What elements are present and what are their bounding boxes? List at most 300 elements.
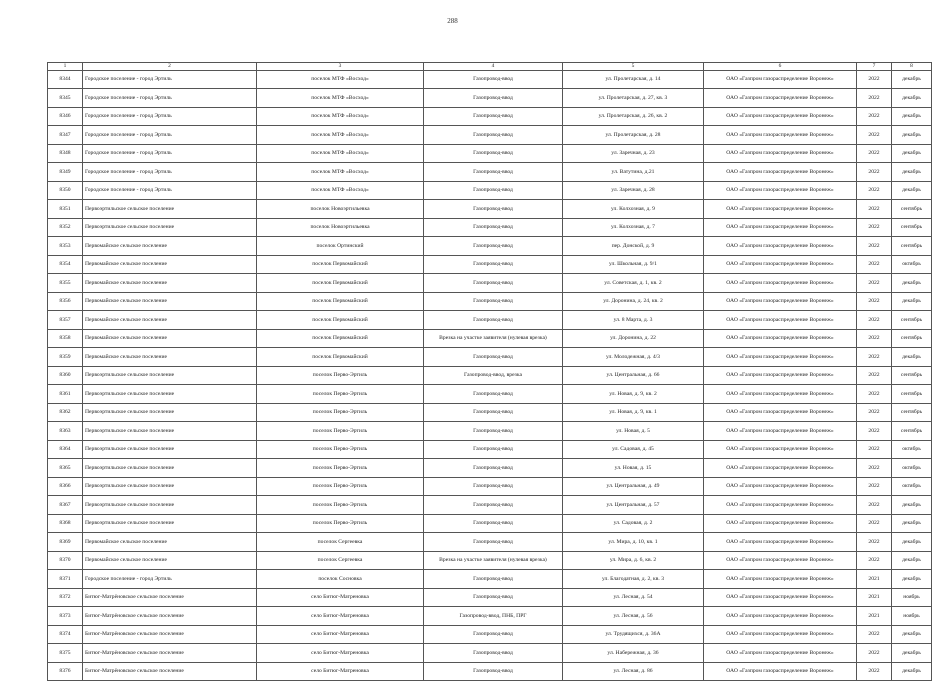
table-row [48,366,932,385]
locality-cell: поселок МТФ «Восход» [257,107,424,126]
row-number-cell: 8346 [48,107,83,126]
settlement-cell: Битюг-Матрёновское сельское поселение [83,662,257,681]
locality-cell: поселок Перво-Эртиль [257,477,424,496]
address-cell: ул. Новая, д. 5 [563,422,704,441]
settlement-cell: Городское поселение - город Эртиль [83,181,257,200]
month-cell: декабрь [892,126,932,145]
year-cell: 2022 [857,644,892,663]
settlement-cell: Первоэртильское сельское поселение [83,459,257,478]
row-number-cell: 8360 [48,366,83,385]
month-cell: декабрь [892,274,932,293]
settlement-cell: Первомайское сельское поселение [83,311,257,330]
year-cell: 2022 [857,366,892,385]
settlement-cell: Городское поселение - город Эртиль [83,163,257,182]
year-cell: 2022 [857,311,892,330]
locality-cell: поселок МТФ «Восход» [257,70,424,89]
month-cell: октябрь [892,255,932,274]
table-row [48,440,932,459]
object-type-cell: Газопровод-ввод [424,200,563,219]
year-cell: 2022 [857,662,892,681]
table-row [48,385,932,404]
organization-cell: ОАО «Газпром газораспределение Воронеж» [704,422,857,441]
settlement-cell: Первоэртильское сельское поселение [83,218,257,237]
month-cell: сентябрь [892,422,932,441]
settlement-cell: Первомайское сельское поселение [83,551,257,570]
row-number-cell: 8374 [48,625,83,644]
month-cell: декабрь [892,570,932,589]
table-row [48,551,932,570]
month-cell: сентябрь [892,237,932,256]
organization-cell: ОАО «Газпром газораспределение Воронеж» [704,163,857,182]
settlement-cell: Первоэртильское сельское поселение [83,440,257,459]
address-cell: ул. Садовая, д. 45 [563,440,704,459]
object-type-cell: Газопровод-ввод [424,385,563,404]
year-cell: 2022 [857,218,892,237]
locality-cell: поселок Первомайский [257,274,424,293]
table-row [48,329,932,348]
year-cell: 2022 [857,422,892,441]
table-row [48,200,932,219]
organization-cell: ОАО «Газпром газораспределение Воронеж» [704,607,857,626]
object-type-cell: Газопровод-ввод [424,107,563,126]
year-cell: 2022 [857,107,892,126]
table-row [48,662,932,681]
address-cell: ул. Лесная, д. 56 [563,607,704,626]
locality-cell: село Битюг-Матреновка [257,644,424,663]
table-row [48,126,932,145]
table-body [48,63,932,681]
settlement-cell: Первомайское сельское поселение [83,274,257,293]
month-cell: декабрь [892,89,932,108]
year-cell: 2021 [857,607,892,626]
row-number-cell: 8350 [48,181,83,200]
locality-cell: поселок Перво-Эртиль [257,459,424,478]
year-cell: 2022 [857,181,892,200]
address-cell: ул. Лесная, д. 86 [563,662,704,681]
address-cell: ул. Пролетарская, д. 27, кв. 3 [563,89,704,108]
organization-cell: ОАО «Газпром газораспределение Воронеж» [704,459,857,478]
organization-cell: ОАО «Газпром газораспределение Воронеж» [704,144,857,163]
row-number-cell: 8345 [48,89,83,108]
settlement-cell: Городское поселение - город Эртиль [83,144,257,163]
object-type-cell: Газопровод-ввод [424,644,563,663]
address-cell: ул. Молодежная, д. 4/3 [563,348,704,367]
table-row [48,348,932,367]
organization-cell: ОАО «Газпром газораспределение Воронеж» [704,440,857,459]
organization-cell: ОАО «Газпром газораспределение Воронеж» [704,218,857,237]
locality-cell: поселок Перво-Эртиль [257,514,424,533]
row-number-cell: 8376 [48,662,83,681]
object-type-cell: Газопровод-ввод [424,588,563,607]
object-type-cell: Газопровод-ввод [424,440,563,459]
organization-cell: ОАО «Газпром газораспределение Воронеж» [704,514,857,533]
month-cell: октябрь [892,459,932,478]
organization-cell: ОАО «Газпром газораспределение Воронеж» [704,348,857,367]
organization-cell: ОАО «Газпром газораспределение Воронеж» [704,533,857,552]
row-number-cell: 8355 [48,274,83,293]
row-number-cell: 8369 [48,533,83,552]
month-cell: декабрь [892,551,932,570]
table-row [48,255,932,274]
month-cell: сентябрь [892,218,932,237]
table-row [48,89,932,108]
settlement-cell: Первоэртильское сельское поселение [83,514,257,533]
object-type-cell: Газопровод-ввод [424,255,563,274]
table-row [48,496,932,515]
year-cell: 2022 [857,533,892,552]
month-cell: декабрь [892,533,932,552]
year-cell: 2022 [857,496,892,515]
organization-cell: ОАО «Газпром газораспределение Воронеж» [704,89,857,108]
table-row [48,625,932,644]
year-cell: 2022 [857,255,892,274]
month-cell: сентябрь [892,403,932,422]
month-cell: ноябрь [892,607,932,626]
address-cell: ул. Колхозная, д. 7 [563,218,704,237]
row-number-cell: 8373 [48,607,83,626]
year-cell: 2022 [857,403,892,422]
table-row [48,311,932,330]
address-cell: ул. Центральная, д. 66 [563,366,704,385]
locality-cell: поселок МТФ «Восход» [257,163,424,182]
address-cell: ул. Лесная, д. 54 [563,588,704,607]
object-type-cell: Газопровод-ввод, врезка [424,366,563,385]
settlement-cell: Городское поселение - город Эртиль [83,70,257,89]
month-cell: декабрь [892,107,932,126]
locality-cell: поселок Перво-Эртиль [257,422,424,441]
month-cell: декабрь [892,662,932,681]
month-cell: декабрь [892,348,932,367]
row-number-cell: 8358 [48,329,83,348]
settlement-cell: Городское поселение - город Эртиль [83,89,257,108]
address-cell: ул. 8 Марта, д. 3 [563,311,704,330]
row-number-cell: 8359 [48,348,83,367]
table-row [48,292,932,311]
object-type-cell: Газопровод-ввод [424,163,563,182]
row-number-cell: 8349 [48,163,83,182]
page-number: 288 [447,17,458,25]
locality-cell: поселок Первомайский [257,255,424,274]
month-cell: октябрь [892,440,932,459]
organization-cell: ОАО «Газпром газораспределение Воронеж» [704,200,857,219]
year-cell: 2022 [857,477,892,496]
year-cell: 2022 [857,237,892,256]
month-cell: октябрь [892,477,932,496]
table-row [48,607,932,626]
settlement-cell: Битюг-Матрёновское сельское поселение [83,625,257,644]
organization-cell: ОАО «Газпром газораспределение Воронеж» [704,181,857,200]
year-cell: 2021 [857,588,892,607]
object-type-cell: Газопровод-ввод [424,70,563,89]
address-cell: ул. Мира, д. 10, кв. 1 [563,533,704,552]
settlement-cell: Первоэртильское сельское поселение [83,403,257,422]
object-type-cell: Газопровод-ввод [424,126,563,145]
address-cell: ул. Заречная, д. 28 [563,181,704,200]
address-cell: ул. Пролетарская, д. 28 [563,126,704,145]
table-row [48,459,932,478]
locality-cell: поселок Новоэртильевка [257,200,424,219]
organization-cell: ОАО «Газпром газораспределение Воронеж» [704,662,857,681]
row-number-cell: 8361 [48,385,83,404]
column-header: 5 [563,63,704,71]
settlement-cell: Битюг-Матрёновское сельское поселение [83,588,257,607]
row-number-cell: 8370 [48,551,83,570]
month-cell: декабрь [892,496,932,515]
address-cell: ул. Набережная, д. 36 [563,644,704,663]
address-cell: ул. Доронина, д. 24, кв. 2 [563,292,704,311]
locality-cell: поселок Ортинский [257,237,424,256]
locality-cell: поселок МТФ «Восход» [257,144,424,163]
organization-cell: ОАО «Газпром газораспределение Воронеж» [704,403,857,422]
year-cell: 2022 [857,274,892,293]
year-cell: 2022 [857,89,892,108]
column-header: 8 [892,63,932,71]
settlement-cell: Первомайское сельское поселение [83,237,257,256]
row-number-cell: 8347 [48,126,83,145]
settlement-cell: Городское поселение - город Эртиль [83,107,257,126]
locality-cell: поселок Первомайский [257,311,424,330]
object-type-cell: Газопровод-ввод [424,625,563,644]
organization-cell: ОАО «Газпром газораспределение Воронеж» [704,551,857,570]
object-type-cell: Газопровод-ввод, ПНБ, ПРГ [424,607,563,626]
object-type-cell: Газопровод-ввод [424,403,563,422]
row-number-cell: 8365 [48,459,83,478]
table-row [48,403,932,422]
settlement-cell: Битюг-Матрёновское сельское поселение [83,607,257,626]
organization-cell: ОАО «Газпром газораспределение Воронеж» [704,274,857,293]
locality-cell: поселок Первомайский [257,329,424,348]
object-type-cell: Газопровод-ввод [424,144,563,163]
month-cell: декабрь [892,292,932,311]
month-cell: декабрь [892,144,932,163]
object-type-cell: Газопровод-ввод [424,348,563,367]
table-row [48,514,932,533]
row-number-cell: 8353 [48,237,83,256]
column-header: 4 [424,63,563,71]
locality-cell: поселок МТФ «Восход» [257,181,424,200]
table-row [48,237,932,256]
column-header: 2 [83,63,257,71]
locality-cell: поселок Новоэртильевка [257,218,424,237]
locality-cell: село Битюг-Матреновка [257,625,424,644]
address-cell: ул. Новая, д. 9, кв. 1 [563,403,704,422]
address-cell: ул. Заречная, д. 23 [563,144,704,163]
gasification-table [47,62,932,681]
table-row [48,274,932,293]
table-row [48,163,932,182]
year-cell: 2022 [857,144,892,163]
row-number-cell: 8368 [48,514,83,533]
row-number-cell: 8357 [48,311,83,330]
locality-cell: село Битюг-Матреновка [257,662,424,681]
settlement-cell: Первомайское сельское поселение [83,255,257,274]
column-header: 3 [257,63,424,71]
table-header-row [48,63,932,71]
row-number-cell: 8356 [48,292,83,311]
year-cell: 2022 [857,126,892,145]
locality-cell: поселок Сергеевка [257,533,424,552]
year-cell: 2022 [857,459,892,478]
address-cell: ул. Благодатная, д. 2, кв. 3 [563,570,704,589]
row-number-cell: 8372 [48,588,83,607]
column-header: 6 [704,63,857,71]
year-cell: 2022 [857,385,892,404]
settlement-cell: Первомайское сельское поселение [83,533,257,552]
organization-cell: ОАО «Газпром газораспределение Воронеж» [704,237,857,256]
month-cell: декабрь [892,163,932,182]
locality-cell: село Битюг-Матреновка [257,607,424,626]
object-type-cell: Газопровод-ввод [424,459,563,478]
object-type-cell: Газопровод-ввод [424,570,563,589]
row-number-cell: 8344 [48,70,83,89]
organization-cell: ОАО «Газпром газораспределение Воронеж» [704,570,857,589]
object-type-cell: Газопровод-ввод [424,292,563,311]
year-cell: 2022 [857,292,892,311]
object-type-cell: Газопровод-ввод [424,218,563,237]
month-cell: декабрь [892,181,932,200]
month-cell: декабрь [892,70,932,89]
row-number-cell: 8348 [48,144,83,163]
locality-cell: поселок МТФ «Восход» [257,126,424,145]
settlement-cell: Городское поселение - город Эртиль [83,570,257,589]
year-cell: 2022 [857,440,892,459]
month-cell: ноябрь [892,588,932,607]
month-cell: сентябрь [892,329,932,348]
locality-cell: поселок Первомайский [257,292,424,311]
address-cell: ул. Колхозная, д. 9 [563,200,704,219]
year-cell: 2022 [857,200,892,219]
table-row [48,181,932,200]
organization-cell: ОАО «Газпром газораспределение Воронеж» [704,292,857,311]
column-header: 1 [48,63,83,71]
row-number-cell: 8351 [48,200,83,219]
table-row [48,422,932,441]
settlement-cell: Первоэртильское сельское поселение [83,200,257,219]
address-cell: пер. Донской, д. 9 [563,237,704,256]
address-cell: ул. Садовая, д. 2 [563,514,704,533]
address-cell: ул. Новая, д. 15 [563,459,704,478]
settlement-cell: Первоэртильское сельское поселение [83,385,257,404]
address-cell: ул. Новая, д. 9, кв. 2 [563,385,704,404]
locality-cell: поселок Перво-Эртиль [257,440,424,459]
address-cell: ул. Школьная, д. 9/1 [563,255,704,274]
locality-cell: поселок МТФ «Восход» [257,89,424,108]
locality-cell: поселок Сергеевка [257,551,424,570]
address-cell: ул. Доронина, д. 22 [563,329,704,348]
organization-cell: ОАО «Газпром газораспределение Воронеж» [704,126,857,145]
settlement-cell: Битюг-Матрёновское сельское поселение [83,644,257,663]
object-type-cell: Газопровод-ввод [424,311,563,330]
row-number-cell: 8375 [48,644,83,663]
month-cell: сентябрь [892,200,932,219]
organization-cell: ОАО «Газпром газораспределение Воронеж» [704,329,857,348]
object-type-cell: Газопровод-ввод [424,422,563,441]
organization-cell: ОАО «Газпром газораспределение Воронеж» [704,366,857,385]
month-cell: декабрь [892,625,932,644]
row-number-cell: 8363 [48,422,83,441]
settlement-cell: Первоэртильское сельское поселение [83,366,257,385]
year-cell: 2022 [857,163,892,182]
row-number-cell: 8366 [48,477,83,496]
address-cell: ул. Мира, д. 6, кв. 2 [563,551,704,570]
row-number-cell: 8352 [48,218,83,237]
object-type-cell: Газопровод-ввод [424,662,563,681]
object-type-cell: Газопровод-ввод [424,477,563,496]
month-cell: сентябрь [892,385,932,404]
table-row [48,70,932,89]
address-cell: ул. Ватутина, д.21 [563,163,704,182]
settlement-cell: Первомайское сельское поселение [83,292,257,311]
row-number-cell: 8371 [48,570,83,589]
table-row [48,218,932,237]
object-type-cell: Газопровод-ввод [424,496,563,515]
year-cell: 2021 [857,570,892,589]
settlement-cell: Первоэртильское сельское поселение [83,496,257,515]
address-cell: ул. Центральная, д. 57 [563,496,704,515]
settlement-cell: Первоэртильское сельское поселение [83,422,257,441]
table-row [48,570,932,589]
object-type-cell: Газопровод-ввод [424,89,563,108]
month-cell: сентябрь [892,311,932,330]
locality-cell: поселок Первомайский [257,348,424,367]
table-row [48,588,932,607]
address-cell: ул. Пролетарская, д. 26, кв. 2 [563,107,704,126]
locality-cell: поселок Перво-Эртиль [257,366,424,385]
month-cell: сентябрь [892,366,932,385]
address-cell: ул. Центральная, д. 49 [563,477,704,496]
locality-cell: поселок Сосновка [257,570,424,589]
settlement-cell: Первоэртильское сельское поселение [83,477,257,496]
month-cell: декабрь [892,514,932,533]
organization-cell: ОАО «Газпром газораспределение Воронеж» [704,70,857,89]
month-cell: декабрь [892,644,932,663]
table-row [48,107,932,126]
organization-cell: ОАО «Газпром газораспределение Воронеж» [704,477,857,496]
organization-cell: ОАО «Газпром газораспределение Воронеж» [704,496,857,515]
organization-cell: ОАО «Газпром газораспределение Воронеж» [704,588,857,607]
organization-cell: ОАО «Газпром газораспределение Воронеж» [704,107,857,126]
year-cell: 2022 [857,348,892,367]
table-row [48,533,932,552]
year-cell: 2022 [857,70,892,89]
table-row [48,644,932,663]
locality-cell: поселок Перво-Эртиль [257,403,424,422]
row-number-cell: 8362 [48,403,83,422]
settlement-cell: Первомайское сельское поселение [83,329,257,348]
object-type-cell: Газопровод-ввод [424,237,563,256]
row-number-cell: 8367 [48,496,83,515]
address-cell: ул. Трудящихся, д. 36А [563,625,704,644]
locality-cell: поселок Перво-Эртиль [257,496,424,515]
address-cell: ул. Пролетарская, д. 14 [563,70,704,89]
table-row [48,477,932,496]
settlement-cell: Городское поселение - город Эртиль [83,126,257,145]
object-type-cell: Газопровод-ввод [424,274,563,293]
object-type-cell: Врезка на участке заявителя (нулевая врезка) [424,329,563,348]
column-header: 7 [857,63,892,71]
object-type-cell: Газопровод-ввод [424,181,563,200]
row-number-cell: 8364 [48,440,83,459]
year-cell: 2022 [857,625,892,644]
organization-cell: ОАО «Газпром газораспределение Воронеж» [704,625,857,644]
year-cell: 2022 [857,551,892,570]
object-type-cell: Газопровод-ввод [424,514,563,533]
locality-cell: село Битюг-Матреновка [257,588,424,607]
locality-cell: поселок Перво-Эртиль [257,385,424,404]
address-cell: ул. Советская, д. 1, кв. 2 [563,274,704,293]
object-type-cell: Врезка на участке заявителя (нулевая врезка) [424,551,563,570]
table-row [48,144,932,163]
